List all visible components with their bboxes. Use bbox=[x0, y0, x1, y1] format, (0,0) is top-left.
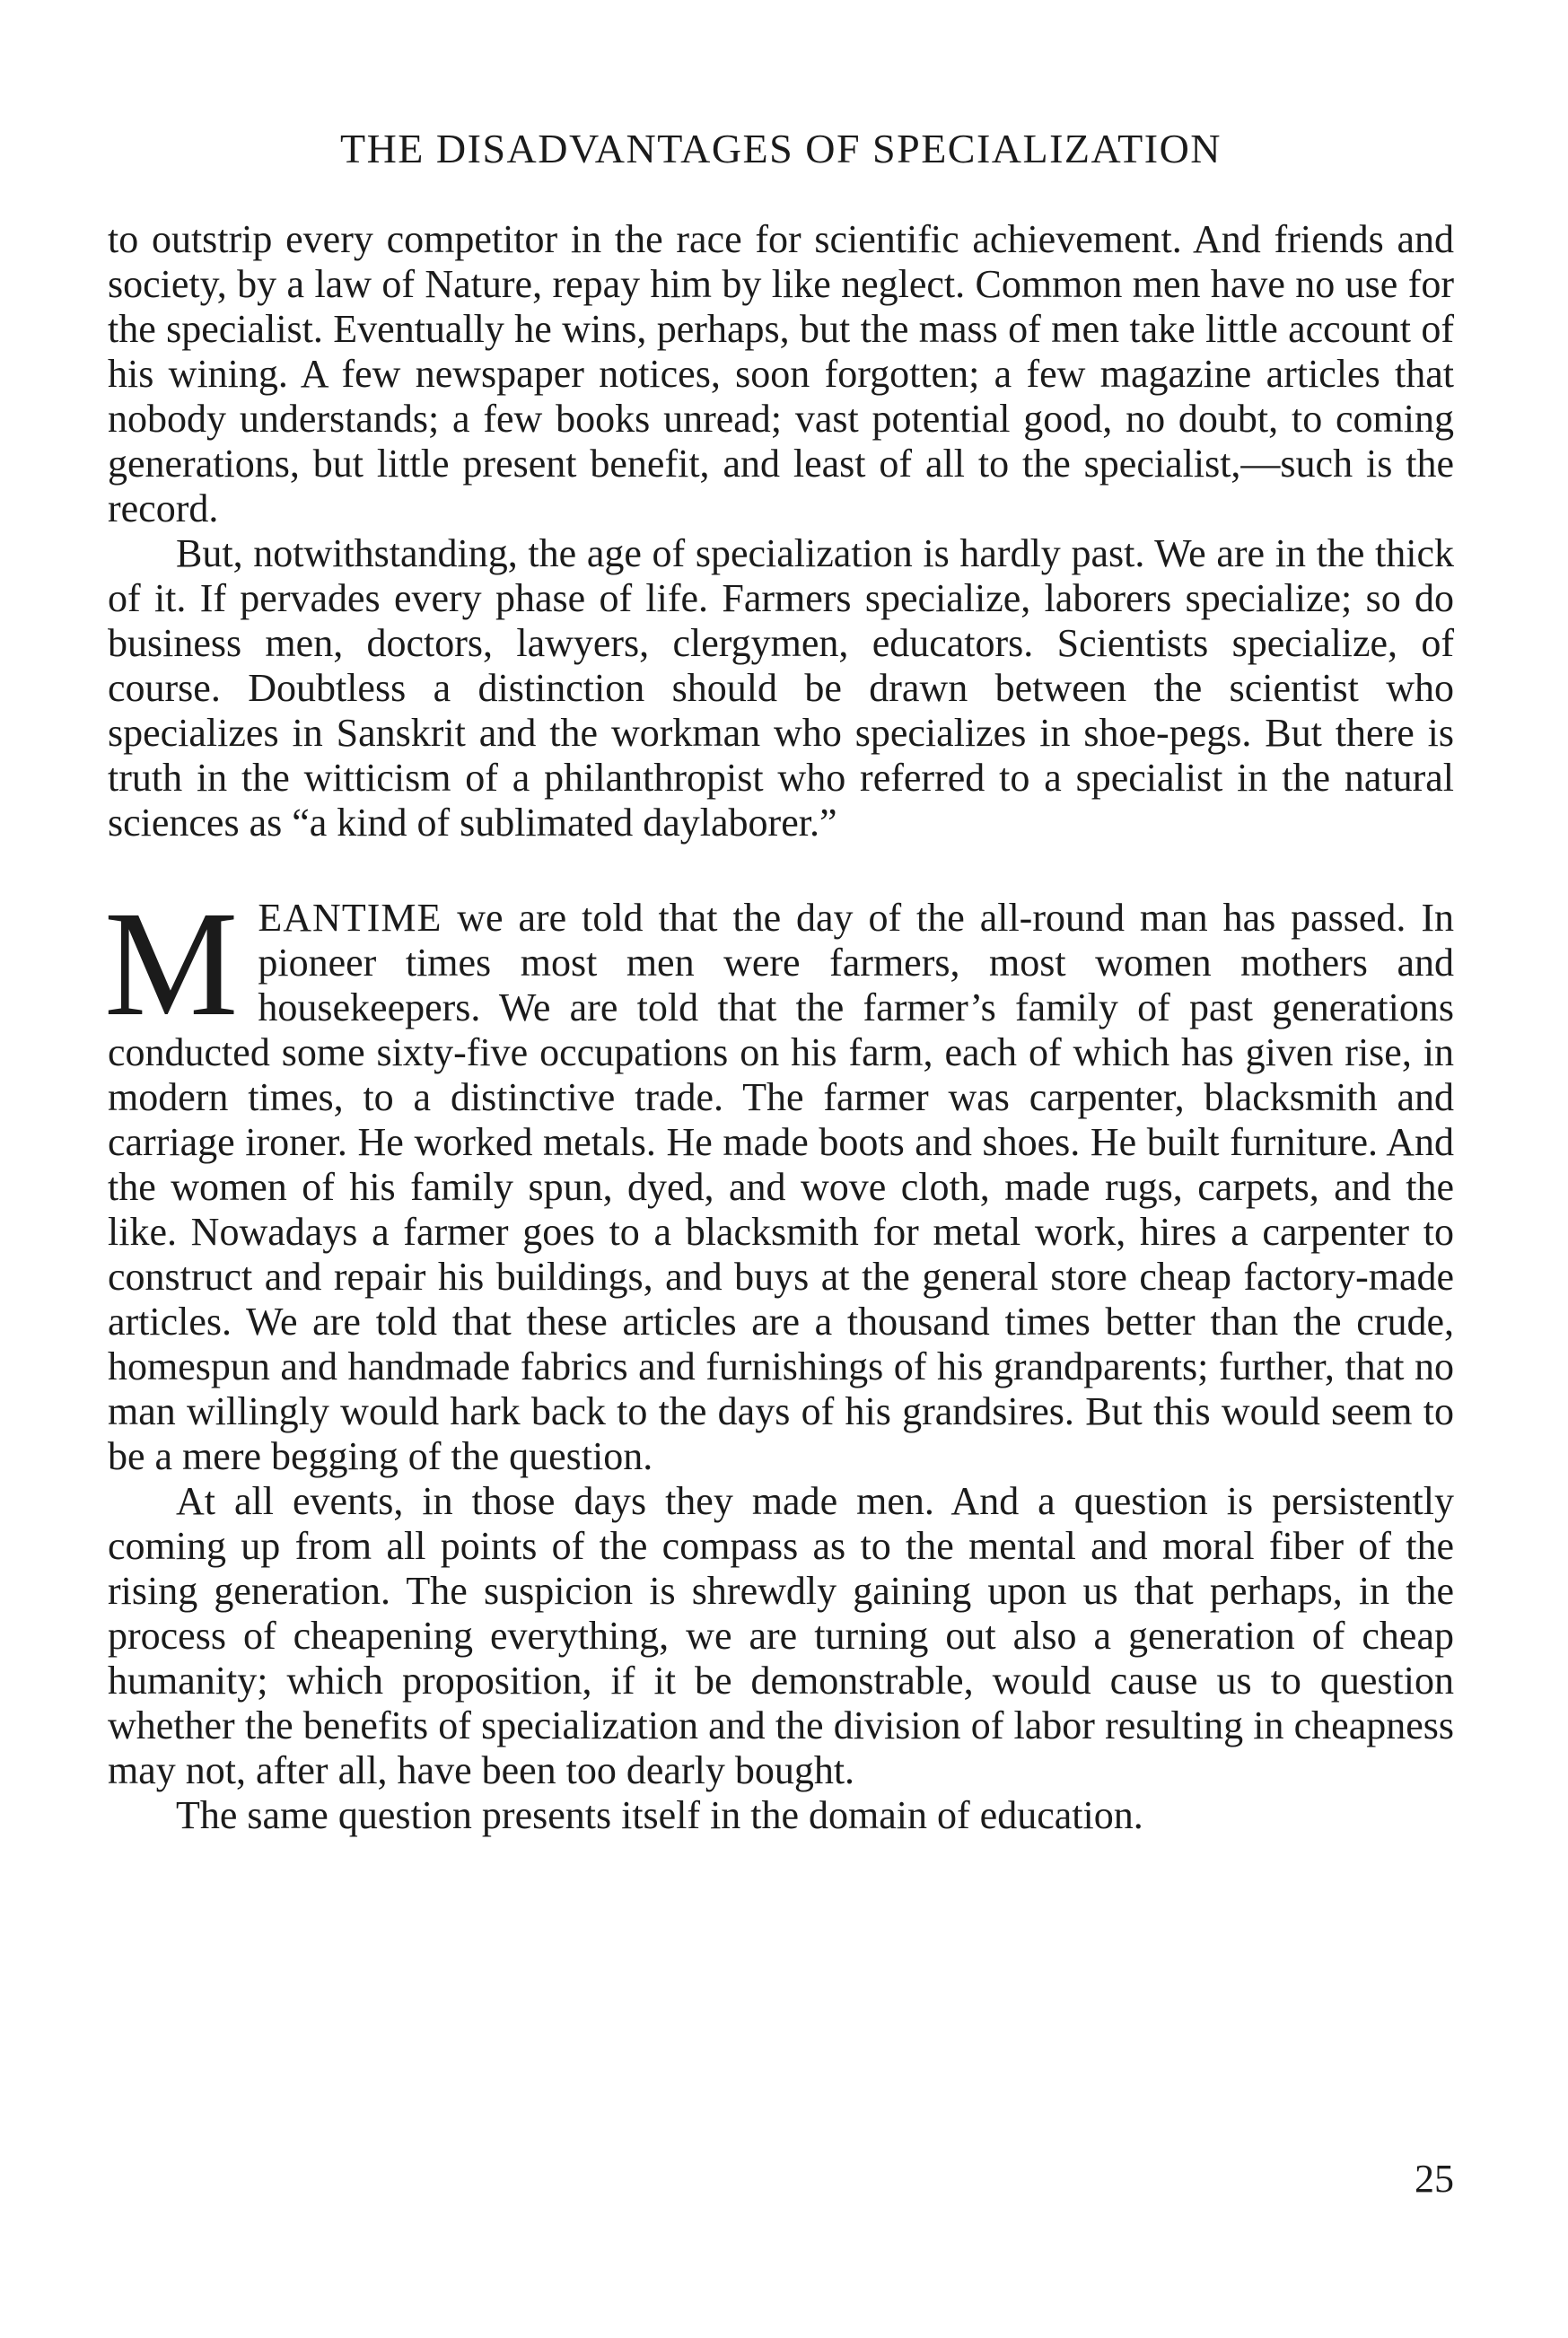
section-first-paragraph-text: we are told that the day of the all-round man has passed. In pioneer times most men were farmers, most women mothers and housekeepers. We are told that the farmer’s family of past generations conducted some sixty-five occupations on his farm, each of which has given rise, in modern times, to a distinctive trade. The farmer was carpenter, blacksmith and carriage ironer. He worked metals. He made boots and shoes. He built furniture. And the women of his family spun, dyed, and wove cloth, made rugs, carpets, and the like. Nowadays a farmer goes to a blacksmith for metal work, hires a carpenter to construct and repair his buildings, and buys at the general store cheap factory-made articles. We are told that these articles are a thousand times better than the crude, homespun and handmade fabrics and furnishings of his grandparents; further, that no man willingly would hark back to the days of his grandsires. But this would seem to be a mere begging of the question. bbox=[108, 896, 1454, 1478]
paragraph-5: The same question presents itself in the domain of education. bbox=[176, 1793, 1143, 1837]
running-head: THE DISADVANTAGES OF SPECIALIZATION bbox=[339, 126, 1222, 171]
page-body bbox=[104, 217, 1454, 1838]
lead-in-word: EANTIME bbox=[258, 896, 442, 940]
drop-cap: M bbox=[104, 880, 239, 1047]
section-first-paragraph bbox=[104, 880, 1454, 1479]
paragraph-4: At all events, in those days they made men. And a question is persistently coming up from all points of the compass as to the mental and moral fiber of the rising generation. The suspicion is shrewdly gaining upon us that perhaps, in the process of cheapening everything, we are turning out also a generation of cheap humanity; which proposition, if it be demonstrable, would cause us to question whether the benefits of specialization and the division of labor resulting in cheapness may not, after all, have been too dearly bought. bbox=[108, 1479, 1454, 1792]
paragraph-1: to outstrip every competitor in the race for scientific achievement. And friends and society, by a law of Nature, repay him by like neglect. Common men have no use for the specialist. Eventually he wins, perhaps, but the mass of men take little account of his wining. A few newspaper notices, soon forgotten; a few magazine articles that nobody understands; a few books unread; vast potential good, no doubt, to coming generations, but little present benefit, and least of all to the specialist,—such is the record. bbox=[108, 217, 1454, 530]
page-number: 25 bbox=[1415, 2157, 1454, 2201]
paragraph-2: But, notwithstanding, the age of specialization is hardly past. We are in the thick of it. If pervades every phase of life. Farmers specialize, laborers specialize; so do business men, doctors, lawyers, clergymen, educators. Scientists specialize, of course. Doubtless a distinction should be drawn between the scientist who specializes in Sanskrit and the workman who specializes in shoe-pegs. But there is truth in the witticism of a philanthropist who referred to a specialist in the natural sciences as “a kind of sublimated daylaborer.” bbox=[108, 531, 1454, 845]
